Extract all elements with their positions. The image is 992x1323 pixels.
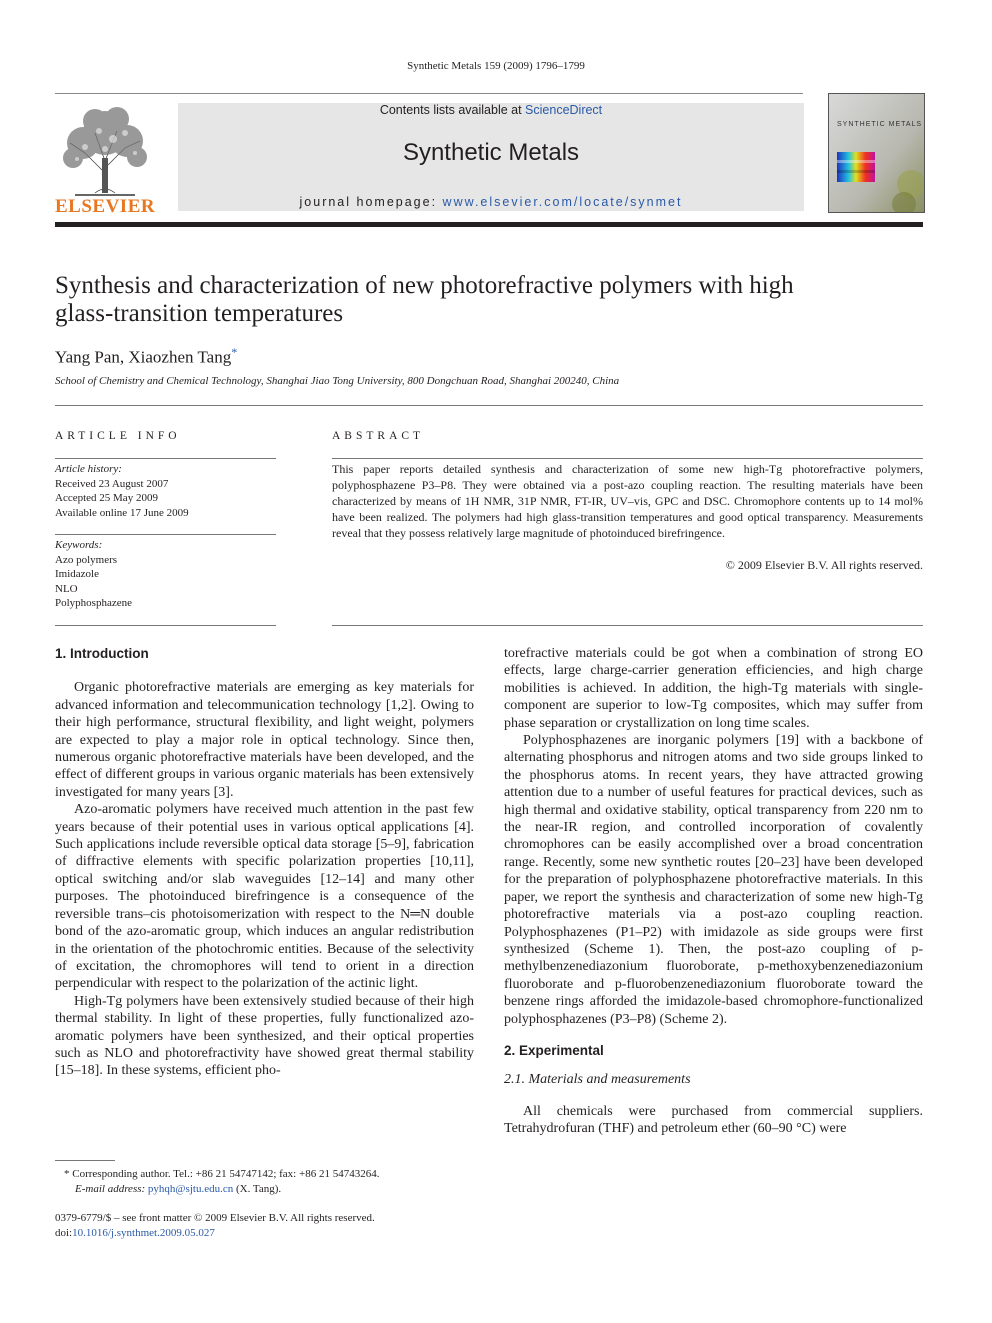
journal-title: Synthetic Metals	[402, 139, 580, 166]
intro-paragraph-4: Polyphosphazenes are inorganic polymers [19] with a backbone of alternating phosphorus and nitrogen atoms and two side groups linked to the phosphorus atoms. In recent years, they have attracted growing attention due to a number of useful features for practical devices, such as high thermal and oxidative stability, optical transparency from 220 nm to the near-IR region, and controlled incorporation of covalently chromophores can be easily accomplished over a broad concentration range. Recently, some new synthetic routes [20–23] have been developed for the preparation of polyphosphazene photorefractive materials. In this paper, we report the synthesis and characterization of some new high-Tg photorefractive materials via a post-azo coupling reaction. Polyphosphazenes (P1–P2) with imidazole as side groups were first synthesized (Scheme 1). Then, the post-azo coupling of p-methylbenzenediazonium fluoroborate, p-methoxybenzenediazonium fluoroborate and p-fluorobenzenediazonium fluoroborate toward the benzene rings afforded the imidazole-based chromophore-functionalized polyphosphazenes (P3–P8) (Scheme 2).	[504, 733, 923, 1027]
homepage-prefix: journal homepage:	[299, 195, 443, 209]
corresponding-author-note: * Corresponding author. Tel.: +86 21 54747142; fax: +86 21 54743264.	[64, 1168, 380, 1180]
homepage-link[interactable]: www.elsevier.com/locate/synmet	[442, 195, 683, 209]
left-column	[55, 645, 474, 1080]
history-label: Article history:	[55, 463, 122, 475]
keyword-item: NLO	[55, 582, 78, 595]
abstract-copyright: © 2009 Elsevier B.V. All rights reserved.	[725, 558, 923, 572]
article-info-rule	[55, 458, 276, 459]
keywords	[55, 538, 132, 611]
cover-title: SYNTHETIC METALS	[837, 121, 923, 128]
intro-paragraph-3: High-Tg polymers have been extensively studied because of their high thermal stability. In light of these properties, fully functionalized azo-aromatic polymers have been synthesized, and their optical properties such as NLO and photorefractivity have showed great thermal stability [15–18]. In these systems, efficient pho-	[55, 993, 474, 1079]
contents-available-line	[178, 103, 804, 117]
history-accepted: Accepted 25 May 2009	[55, 492, 158, 504]
email-link[interactable]: pyhqh@sjtu.edu.cn	[147, 1183, 234, 1195]
abstract-rule	[332, 458, 923, 459]
journal-citation: Synthetic Metals 159 (2009) 1796–1799	[407, 60, 585, 72]
abstract-bottom-rule	[332, 625, 923, 626]
doi-label: doi:	[55, 1227, 73, 1239]
keywords-label: Keywords:	[55, 539, 103, 551]
email-line	[64, 1182, 484, 1197]
article-title-line-1: Synthesis and characterization of new photorefractive polymers with high	[55, 272, 794, 299]
section-2-heading: 2. Experimental	[504, 1042, 604, 1058]
elsevier-wordmark: ELSEVIER	[55, 196, 156, 217]
affiliation: School of Chemistry and Chemical Technology, Shanghai Jiao Tong University, 800 Dongchuan Road, Shanghai 200240, China	[55, 375, 620, 387]
journal-homepage-line	[178, 195, 804, 209]
issn-line: 0379-6779/$ – see front matter © 2009 Elsevier B.V. All rights reserved.	[55, 1212, 375, 1224]
journal-cover-image	[828, 93, 925, 213]
article-info-heading: ARTICLE INFO	[55, 430, 181, 442]
intro-paragraph-3-continued: torefractive materials could be got when a combination of strong EO effects, large charge-carrier generation efficiencies, and high charge mobilities is achieved. In addition, the high-Tg materials with single-component are superior to low-Tg composites, which may suffer from phase separation or crystallization on long time scales.	[504, 646, 923, 731]
keyword-item: Azo polymers	[55, 553, 118, 566]
keywords-rule	[55, 534, 276, 535]
intro-paragraph-2: Azo-aromatic polymers have received much attention in the past few years because of their potential uses in various optical applications [4]. Such applications include reversible optical data storage [5–9], fabrication of diffractive elements with specific polarization properties [10,11], optical switching and/or slab waveguides [12–14] and many other purposes. The photoinduced birefringence is a consequence of the reversible trans–cis photoisomerization with respect to the N═N double bond of the azo-aromatic group, which induces an angular redistribution in the orientation of the photochromic entities. Because of the selectivity of excitation, the chromophores will tend to orient in a direction perpendicular with respect to the polarization of the actinic light.	[55, 802, 474, 992]
section-2-1-heading: 2.1. Materials and measurements	[504, 1072, 691, 1088]
article-title	[55, 272, 915, 328]
front-matter-block	[55, 1211, 485, 1241]
section-1-heading: 1. Introduction	[55, 646, 149, 661]
history-received: Received 23 August 2007	[55, 477, 169, 490]
intro-paragraph-1: Organic photorefractive materials are emerging as key materials for advanced information and telecommunication technology [1,2]. Owing to their high performance, structural flexibility, and light weight, polymers are expected to play a major role in optical technology. Since then, numerous organic photorefractive materials have been developed, and the effect of different groups in various organic materials has been extensively investigated for many years [3].	[55, 680, 474, 800]
abstract-text: This paper reports detailed synthesis and characterization of some new high-Tg photorefractive polymers, polyphosphazene P3–P8. They were obtained via a post-azo coupling reaction. The resulting materials have been characterized by means of 1H NMR, 31P NMR, FT-IR, UV–vis, GPC and DSC. Chromophore contents up to 14 mol% have been realized. The polymers had high glass-transition temperatures and good optical transparency. Measurements reveal that they possess relatively large magnitude of photoinduced birefringence.	[332, 462, 923, 540]
doi-link[interactable]: 10.1016/j.synthmet.2009.05.027	[72, 1227, 215, 1239]
authors-text: Yang Pan, Xiaozhen Tang	[55, 347, 232, 367]
sciencedirect-link[interactable]: ScienceDirect	[525, 103, 603, 117]
footnote-block	[64, 1167, 484, 1197]
header-thick-rule	[55, 222, 923, 227]
footnote-rule	[55, 1160, 115, 1161]
email-label: E-mail address:	[75, 1183, 148, 1195]
history-online: Available online 17 June 2009	[55, 506, 189, 519]
contents-prefix: Contents lists available at	[379, 103, 526, 117]
article-title-line-2: glass-transition temperatures	[55, 300, 344, 327]
title-divider	[55, 405, 923, 406]
corresponding-author-mark[interactable]: *	[231, 345, 238, 359]
keyword-item: Polyphosphazene	[55, 597, 132, 609]
doi-line	[55, 1226, 485, 1241]
cover-artwork	[829, 94, 924, 212]
right-column	[504, 645, 923, 1138]
header-rule	[55, 93, 803, 94]
email-suffix: (X. Tang).	[233, 1183, 282, 1195]
keyword-item: Imidazole	[55, 568, 99, 580]
article-info-bottom-rule	[55, 625, 276, 626]
author-list	[55, 345, 237, 368]
article-history	[55, 462, 189, 520]
experimental-paragraph-1: All chemicals were purchased from commercial suppliers. Tetrahydrofuran (THF) and petroleum ether (60–90 °C) were	[504, 1103, 923, 1137]
abstract-heading: ABSTRACT	[332, 430, 425, 442]
